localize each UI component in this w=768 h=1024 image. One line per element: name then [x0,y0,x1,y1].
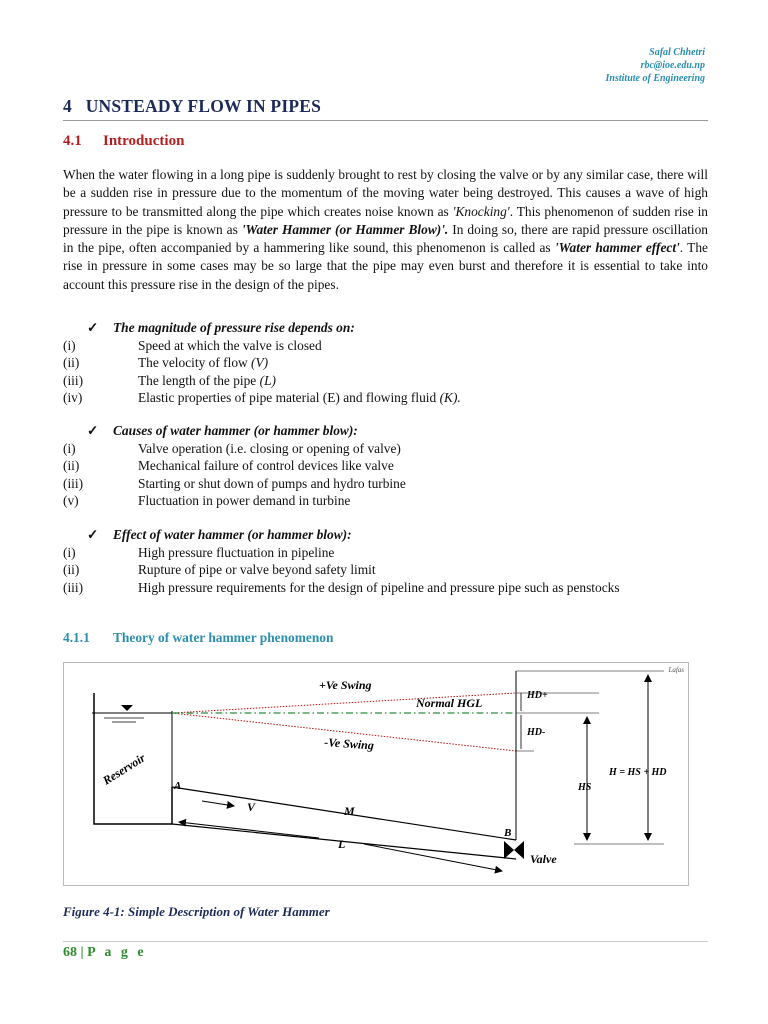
list-heading-text: Causes of water hammer (or hammer blow): [113,423,358,438]
list-item-text: Fluctuation in power demand in turbine [138,493,351,509]
intro-knocking: 'Knocking' [452,203,510,219]
figure-caption: Figure 4-1: Simple Description of Water Hammer [63,904,330,919]
normal-hgl-label: Normal HGL [416,696,483,710]
list-item-number: (i) [63,337,76,353]
length-arrow-right [364,844,502,871]
list-item [63,475,708,493]
list-item-text: The length of the pipe [138,372,260,388]
positive-swing-label: +Ve Swing [319,678,372,692]
list-item [63,544,708,562]
water-hammer-figure [63,662,689,886]
intro-paragraph [63,166,708,294]
figure-credit: Lafas [668,666,684,674]
check-icon: ✓ [87,423,99,438]
list-effects [63,526,708,596]
list-item-variable: (V) [251,355,269,371]
list-item [63,389,708,407]
list-item [63,579,708,597]
h-equation-label: H = HS + HD [609,767,667,778]
valve-label: Valve [530,852,557,866]
chapter-number: 4 [63,96,72,116]
list-item-number: (iii) [63,372,84,388]
footer-divider [63,941,708,942]
hd-plus-label: HD+ [527,690,548,701]
list-item-number: (iv) [63,390,83,406]
section-title: Introduction [103,133,185,149]
page-label: P a g e [87,945,147,960]
list-item-number: (iii) [63,475,84,491]
list-heading [63,526,708,544]
list-item-text: Rupture of pipe or valve beyond safety limit [138,562,376,578]
water-level-icon [121,705,133,711]
list-heading [63,422,708,440]
list-item-text: Mechanical failure of control devices like valve [138,458,394,474]
list-item-number: (v) [63,493,79,509]
velocity-label: V [247,800,256,814]
check-icon: ✓ [87,320,99,335]
list-item-number: (i) [63,440,76,456]
chapter-title: UNSTEADY FLOW IN PIPES [85,96,322,116]
list-item-text: High pressure requirements for the design of pipeline and pressure pipe such as penstocks [138,579,620,595]
list-item [63,492,708,510]
water-hammer-diagram [64,663,688,885]
list-item [63,561,708,579]
list-pressure-rise [63,319,708,407]
list-item [63,337,708,355]
list-item [63,457,708,475]
list-causes [63,422,708,510]
negative-swing-label: -Ve Swing [323,735,375,753]
valve-icon [504,841,524,859]
check-icon: ✓ [87,527,99,542]
intro-text-3: In doing so, there are rapid pressure oscillation in the pipe, often accompanied by a hammering like sound, this phenomenon is called as [63,221,709,256]
point-a-label: A [174,780,182,792]
subsection-heading [63,630,333,646]
list-item [63,440,708,458]
author-name: Safal Chhetri [649,47,705,58]
list-item-text: Speed at which the valve is closed [138,337,322,353]
intro-water-hammer: 'Water Hammer (or Hammer Blow)'. [241,221,449,237]
list-item-number: (iii) [63,579,84,595]
list-item-number: (ii) [63,562,80,578]
author-email: rbc@ioe.edu.np [640,60,705,71]
point-b-label: B [504,827,512,839]
list-item-text: Elastic properties of pipe material (E) and flowing fluid [138,390,440,406]
page-header [606,46,705,85]
list-item [63,372,708,390]
footer-separator: | [77,945,88,960]
page-number: 68 [63,945,77,960]
institute-name: Institute of Engineering [605,73,705,84]
subsection-title: Theory of water hammer phenomenon [113,630,334,645]
point-m-label: M [344,804,355,818]
length-arrow-left [179,822,319,838]
list-item-number: (ii) [63,355,80,371]
section-number: 4.1 [63,133,82,149]
list-item-variable: (L) [259,372,276,388]
list-heading-text: Effect of water hammer (or hammer blow): [113,527,352,542]
chapter-heading [63,96,708,121]
list-item-text: High pressure fluctuation in pipeline [138,544,335,560]
intro-water-hammer-effect: 'Water hammer effect' [554,240,680,256]
velocity-arrow [202,801,234,806]
section-heading [63,133,184,150]
list-item-variable: (K). [439,390,461,406]
list-heading-text: The magnitude of pressure rise depends on: [113,320,355,335]
intro-text-2: . This phenomenon of sudden rise in pressure in the pipe is known as [63,203,708,237]
intro-text-4: . The rise in pressure in some cases may be so large that the pipe may even burst and therefore it is essential to take into account this pressure rise in the design of the pipes. [63,240,708,292]
hs-label: HS [578,782,592,793]
page-footer [63,945,147,961]
list-item-text: The velocity of flow [138,355,252,371]
list-item-number: (ii) [63,458,80,474]
list-item-text: Valve operation (i.e. closing or opening of valve) [138,440,401,456]
length-label: L [338,837,346,851]
list-item-number: (i) [63,544,76,560]
list-item [63,354,708,372]
reservoir-label: Reservoir [100,750,148,788]
list-heading [63,319,708,337]
hd-minus-label: HD- [527,727,546,738]
list-item-text: Starting or shut down of pumps and hydro turbine [138,475,406,491]
subsection-number: 4.1.1 [63,630,90,645]
intro-text-1: When the water flowing in a long pipe is suddenly brought to rest by closing the valve or by any similar case, there will be a sudden rise in pressure due to the momentum of the moving water being destroyed. This causes a wave of high pressure to be transmitted along the pipe which creates noise known as [63,167,708,219]
